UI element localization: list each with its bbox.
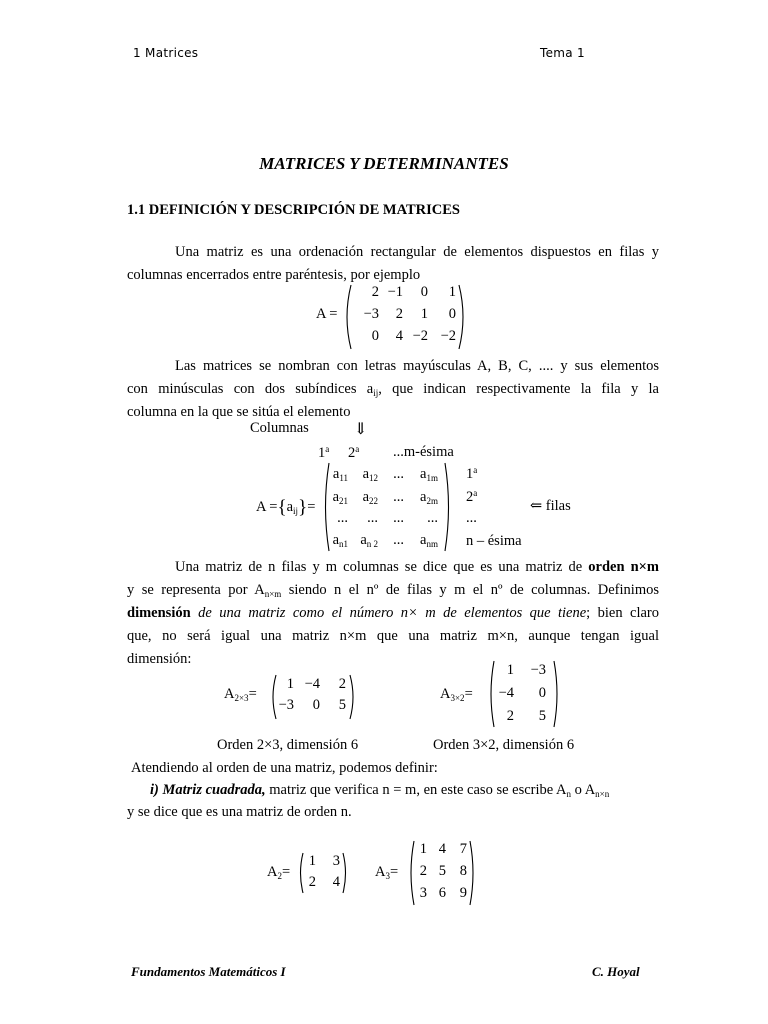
matrix-cell: 2: [371, 284, 379, 300]
matrix-a: [343, 284, 467, 350]
bold-term: orden n×m: [588, 559, 659, 575]
matrix-3x2: [488, 660, 560, 728]
down-arrow-icon: ⇓: [354, 421, 368, 438]
paragraph-line: [127, 602, 659, 626]
matrix-cell: 9: [459, 885, 467, 901]
matrix-label: [440, 686, 473, 703]
matrix-cell: 6: [438, 885, 446, 901]
header-chapter: 1 Matrices: [133, 46, 199, 60]
subscript: 22: [369, 496, 378, 506]
matrix-cell: 1: [506, 662, 514, 678]
text-run: ; bien claro: [586, 605, 659, 621]
matrix-cell: 7: [459, 841, 467, 857]
paragraph-line: columna en la que se sitúa el elemento: [127, 404, 351, 420]
subscript: 12: [369, 473, 378, 483]
matrix-cell: 0: [371, 328, 379, 344]
footer-course: Fundamentos Matemáticos I: [131, 964, 286, 979]
paragraph-line: [175, 556, 659, 580]
header-topic: Tema 1: [540, 46, 585, 60]
text-run: con minúsculas con dos subíndices a: [127, 381, 374, 397]
text-run: 2: [348, 445, 356, 461]
matrix-cell: [322, 532, 438, 549]
cell-base: a: [420, 532, 427, 548]
matrix-cell: −3: [363, 306, 379, 322]
text-run: =: [389, 864, 399, 880]
rows-arrow-label: ⇐ filas: [530, 498, 571, 514]
subscript: nm: [426, 539, 438, 549]
subscript: 2×3: [234, 693, 249, 703]
text-run: A: [440, 686, 451, 702]
text-run: , que indican respectivamente la fila y la: [378, 381, 659, 397]
matrix-square-3: [408, 840, 476, 906]
paragraph-line: Atendiendo al orden de una matriz, podemos definir:: [131, 760, 438, 776]
matrix-cell: 2: [506, 708, 514, 724]
column-heading: [318, 444, 329, 462]
matrix-cell: −2: [412, 328, 428, 344]
cell-base: a: [362, 466, 369, 482]
cell-base: a: [420, 466, 427, 482]
matrix-label: [267, 864, 290, 881]
subscript: n1: [339, 539, 348, 549]
matrix-cell: 3: [332, 853, 340, 869]
text-run: =: [464, 686, 473, 702]
text-run: siendo n el nº de filas y m el nº de columnas. Definimos: [281, 582, 659, 598]
text-run: A =: [256, 499, 278, 515]
matrix-cell: 0: [420, 284, 428, 300]
superscript: a: [355, 444, 360, 454]
matrix-label: [375, 864, 398, 881]
matrix-cell: 1: [308, 853, 316, 869]
matrix-cell: 4: [332, 874, 340, 890]
paragraph-line: columnas encerrados entre paréntesis, por ejemplo: [127, 267, 421, 283]
cell-base: ...: [393, 466, 404, 482]
footer-author: C. Hoyal: [592, 964, 640, 979]
matrix-caption: Orden 3×2, dimensión 6: [433, 737, 575, 753]
paragraph-line: Una matriz es una ordenación rectangular de elementos dispuestos en filas y: [175, 244, 659, 260]
row-label: ...: [466, 510, 477, 526]
cell-base: a: [332, 532, 339, 548]
matrix-cell: 4: [395, 328, 403, 344]
cell-base: ...: [427, 510, 438, 526]
matrix-cell: 0: [448, 306, 456, 322]
matrix-square-2: [298, 852, 348, 894]
matrix-cell: [322, 510, 438, 527]
text-run: matriz que verifica n = m, en este caso se escribe A: [265, 782, 567, 798]
matrix-2x3: [270, 674, 356, 720]
subscript: n×m: [264, 589, 282, 599]
subscript: 21: [339, 496, 348, 506]
matrix-cell: 0: [312, 697, 320, 713]
text-run: A: [224, 686, 235, 702]
matrix-cell: 1: [419, 841, 427, 857]
matrix-cell: 8: [459, 863, 467, 879]
column-heading: [393, 444, 454, 461]
page-title: MATRICES Y DETERMINANTES: [259, 154, 509, 173]
column-heading: [348, 444, 359, 462]
matrix-label: [256, 497, 315, 519]
text-run: 2: [466, 489, 474, 505]
paragraph-line: y se dice que es una matriz de orden n.: [127, 804, 352, 820]
matrix-cell: −4: [498, 685, 514, 701]
matrix-cell: −2: [440, 328, 456, 344]
matrix-cell: [322, 466, 438, 483]
brace-open: {: [277, 497, 287, 518]
matrix-cell: −4: [304, 676, 320, 692]
text-run: =: [281, 864, 291, 880]
bold-italic-term: i) Matriz cuadrada,: [150, 782, 266, 798]
cell-base: ...: [393, 510, 404, 526]
cell-base: a: [420, 489, 427, 505]
matrix-cell: 4: [438, 841, 446, 857]
superscript: a: [473, 488, 478, 498]
columns-label: Columnas: [250, 420, 309, 436]
matrix-cell: 5: [438, 863, 446, 879]
bold-term: dimensión: [127, 605, 191, 621]
superscript: a: [325, 444, 330, 454]
matrix-cell: −3: [278, 697, 294, 713]
text-run: 1: [466, 466, 474, 482]
matrix-cell: 1: [420, 306, 428, 322]
subscript: 2m: [426, 496, 438, 506]
subscript: n: [566, 789, 571, 799]
brace-close: }: [298, 497, 308, 518]
subscript: n×n: [595, 789, 610, 799]
paragraph-line: que, no será igual una matriz n×m que una matriz m×n, aunque tengan igual: [127, 628, 659, 644]
cell-base: a: [332, 489, 339, 505]
text-run: A: [267, 864, 278, 880]
text-run: Una matriz de n filas y m columnas se dice que es una matriz de: [175, 559, 589, 575]
text-run: a: [286, 499, 294, 515]
subscript: n 2: [366, 539, 378, 549]
cell-base: ...: [393, 532, 404, 548]
cell-base: a: [362, 489, 369, 505]
matrix-cell: 5: [538, 708, 546, 724]
paragraph-line: dimensión:: [127, 651, 192, 667]
text-run: A: [375, 864, 386, 880]
matrix-label: A =: [316, 306, 338, 322]
cell-base: a: [332, 466, 340, 482]
italic-text: de una matriz como el número n× m de elementos que tiene: [190, 605, 587, 621]
text-run: =: [248, 686, 257, 702]
row-label: n – ésima: [466, 533, 522, 549]
matrix-cell: −1: [387, 284, 403, 300]
subscript: 3×2: [450, 693, 465, 703]
subscript: 3: [385, 871, 390, 881]
subscript: 1m: [426, 473, 438, 483]
subscript: 2: [277, 871, 282, 881]
matrix-cell: [322, 489, 438, 506]
matrix-caption: Orden 2×3, dimensión 6: [217, 737, 359, 753]
paragraph-line: Las matrices se nombran con letras mayúsculas A, B, C, .... y sus elementos: [175, 358, 659, 374]
cell-base: ...: [367, 510, 378, 526]
text-run: y se representa por A: [127, 582, 265, 598]
section-heading: 1.1 DEFINICIÓN Y DESCRIPCIÓN DE MATRICES: [127, 202, 460, 218]
text-run: 1: [318, 445, 326, 461]
matrix-cell: 1: [448, 284, 456, 300]
matrix-cell: 5: [338, 697, 346, 713]
text-run: o A: [571, 782, 596, 798]
cell-base: a: [360, 532, 367, 548]
cell-base: ...: [337, 510, 348, 526]
matrix-cell: 2: [308, 874, 316, 890]
matrix-cell: 0: [538, 685, 546, 701]
text-run: =: [307, 499, 316, 515]
subscript: 11: [339, 473, 348, 483]
row-label: [466, 488, 477, 506]
matrix-cell: 2: [419, 863, 427, 879]
row-label: [466, 465, 477, 483]
matrix-cell: 1: [286, 676, 294, 692]
matrix-cell: 2: [395, 306, 403, 322]
matrix-label: [224, 686, 257, 703]
subscript: ij: [293, 506, 299, 516]
superscript: a: [473, 465, 478, 475]
matrix-cell: −3: [530, 662, 546, 678]
matrix-cell: 2: [338, 676, 346, 692]
matrix-cell: 3: [419, 885, 427, 901]
matrix-generic: [322, 462, 452, 552]
cell-base: ...: [393, 489, 404, 505]
subscript: ij: [373, 388, 379, 398]
text-run: ...m-ésima: [393, 444, 454, 460]
